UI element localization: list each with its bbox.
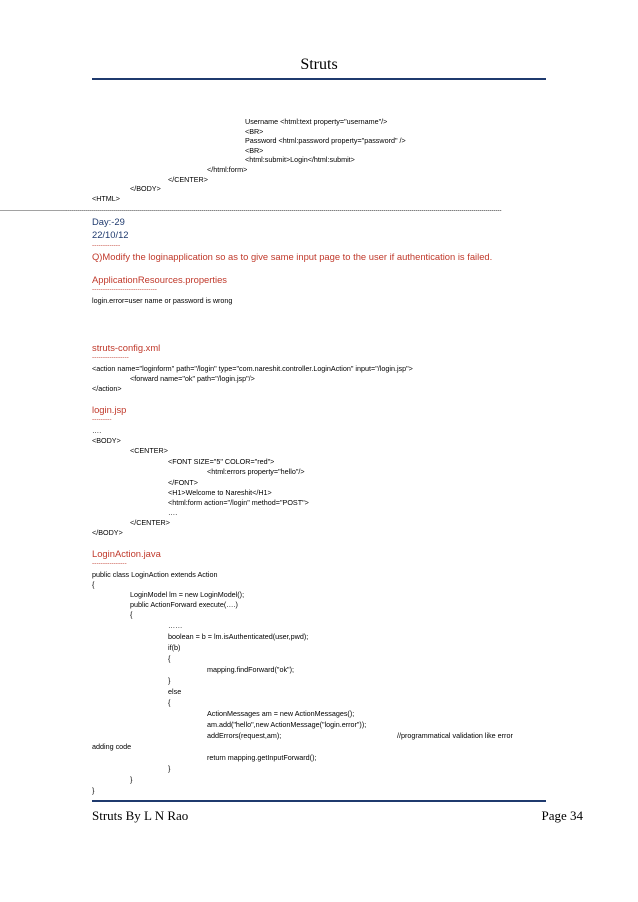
code-line: <HTML> (92, 194, 120, 203)
footer-rule (92, 800, 546, 802)
section-heading: struts-config.xml (92, 342, 161, 353)
code-line: <CENTER> (130, 446, 168, 455)
code-line: if(b) (168, 643, 181, 652)
code-line: boolean = b = lm.isAuthenticated(user,pwd); (168, 632, 309, 641)
code-line: Password <html:password property="password" /> (245, 136, 406, 145)
code-line: </CENTER> (130, 518, 170, 527)
code-line: adding code (92, 742, 132, 751)
section-underline: ------------------------------ (92, 286, 157, 293)
section-heading: ApplicationResources.properties (92, 274, 227, 285)
code-line: <html:errors property="hello"/> (207, 467, 305, 476)
code-line: <html:submit>Login</html:submit> (245, 155, 355, 164)
code-line: login.error=user name or password is wrong (92, 296, 233, 305)
code-comment: //programmatical validation like error (397, 731, 513, 740)
footer-title: Struts By L N Rao (92, 808, 189, 823)
section-heading: login.jsp (92, 404, 127, 415)
day-underline: ------------- (92, 242, 121, 249)
code-line: else (168, 687, 182, 696)
code-line: public class LoginAction extends Action (92, 570, 218, 579)
code-line: return mapping.getInputForward(); (207, 753, 317, 762)
code-line: ActionMessages am = new ActionMessages(); (207, 709, 355, 718)
code-line: </action> (92, 384, 122, 393)
code-line: Username <html:text property="username"/> (245, 117, 388, 126)
code-line: </BODY> (130, 184, 161, 193)
code-line: am.add("hello",new ActionMessage("login.error")); (207, 720, 367, 729)
code-line: <action name="loginform" path="/login" type="com.nareshit.controller.LoginAction" input="/login.jsp"> (92, 364, 413, 373)
code-line: <BR> (245, 127, 264, 136)
code-line: <html:form action="/login" method="POST"> (168, 498, 309, 507)
code-line: </FONT> (168, 478, 198, 487)
section-underline: ----------------- (92, 354, 129, 361)
question-text: Q)Modify the loginapplication so as to give same input page to the user if authentication is failed. (92, 251, 493, 262)
day-date: 22/10/12 (92, 229, 129, 240)
code-line: { (168, 698, 171, 707)
code-line: …. (92, 426, 102, 435)
code-line: …… (168, 621, 183, 630)
code-line: { (130, 610, 133, 619)
page-number: Page 34 (541, 808, 583, 823)
code-line: <BR> (245, 146, 264, 155)
code-line: <forward name="ok" path="/login.jsp"/> (130, 374, 255, 383)
code-line: <FONT SIZE="5" COLOR="red"> (168, 457, 275, 466)
code-line: <H1>Welcome to Nareshit</H1> (168, 488, 272, 497)
code-line: mapping.findForward("ok"); (207, 665, 294, 674)
code-line: <BODY> (92, 436, 121, 445)
code-line: </html:form> (207, 165, 248, 174)
header-rule (92, 78, 546, 80)
code-line: } (92, 786, 95, 795)
code-line: LoginModel lm = new LoginModel(); (130, 590, 245, 599)
code-line: </CENTER> (168, 175, 208, 184)
code-line: addErrors(request,am); (207, 731, 282, 740)
code-line: </BODY> (92, 528, 123, 537)
code-line: } (168, 764, 171, 773)
code-line: { (92, 580, 95, 589)
section-heading: LoginAction.java (92, 548, 161, 559)
section-underline: --------- (92, 416, 112, 423)
code-line: …. (168, 508, 178, 517)
day-label: Day:-29 (92, 216, 125, 227)
code-line: { (168, 654, 171, 663)
code-line: } (168, 676, 171, 685)
code-line: public ActionForward execute(….) (130, 600, 238, 609)
page-separator: ----------------------------------------------------------------------------------------------------------------------------------------------------------------------------------------------------------------------------------------------------------- (0, 208, 502, 214)
section-underline: ---------------- (92, 560, 127, 567)
header-title: Struts (300, 56, 338, 73)
code-line: } (130, 775, 133, 784)
